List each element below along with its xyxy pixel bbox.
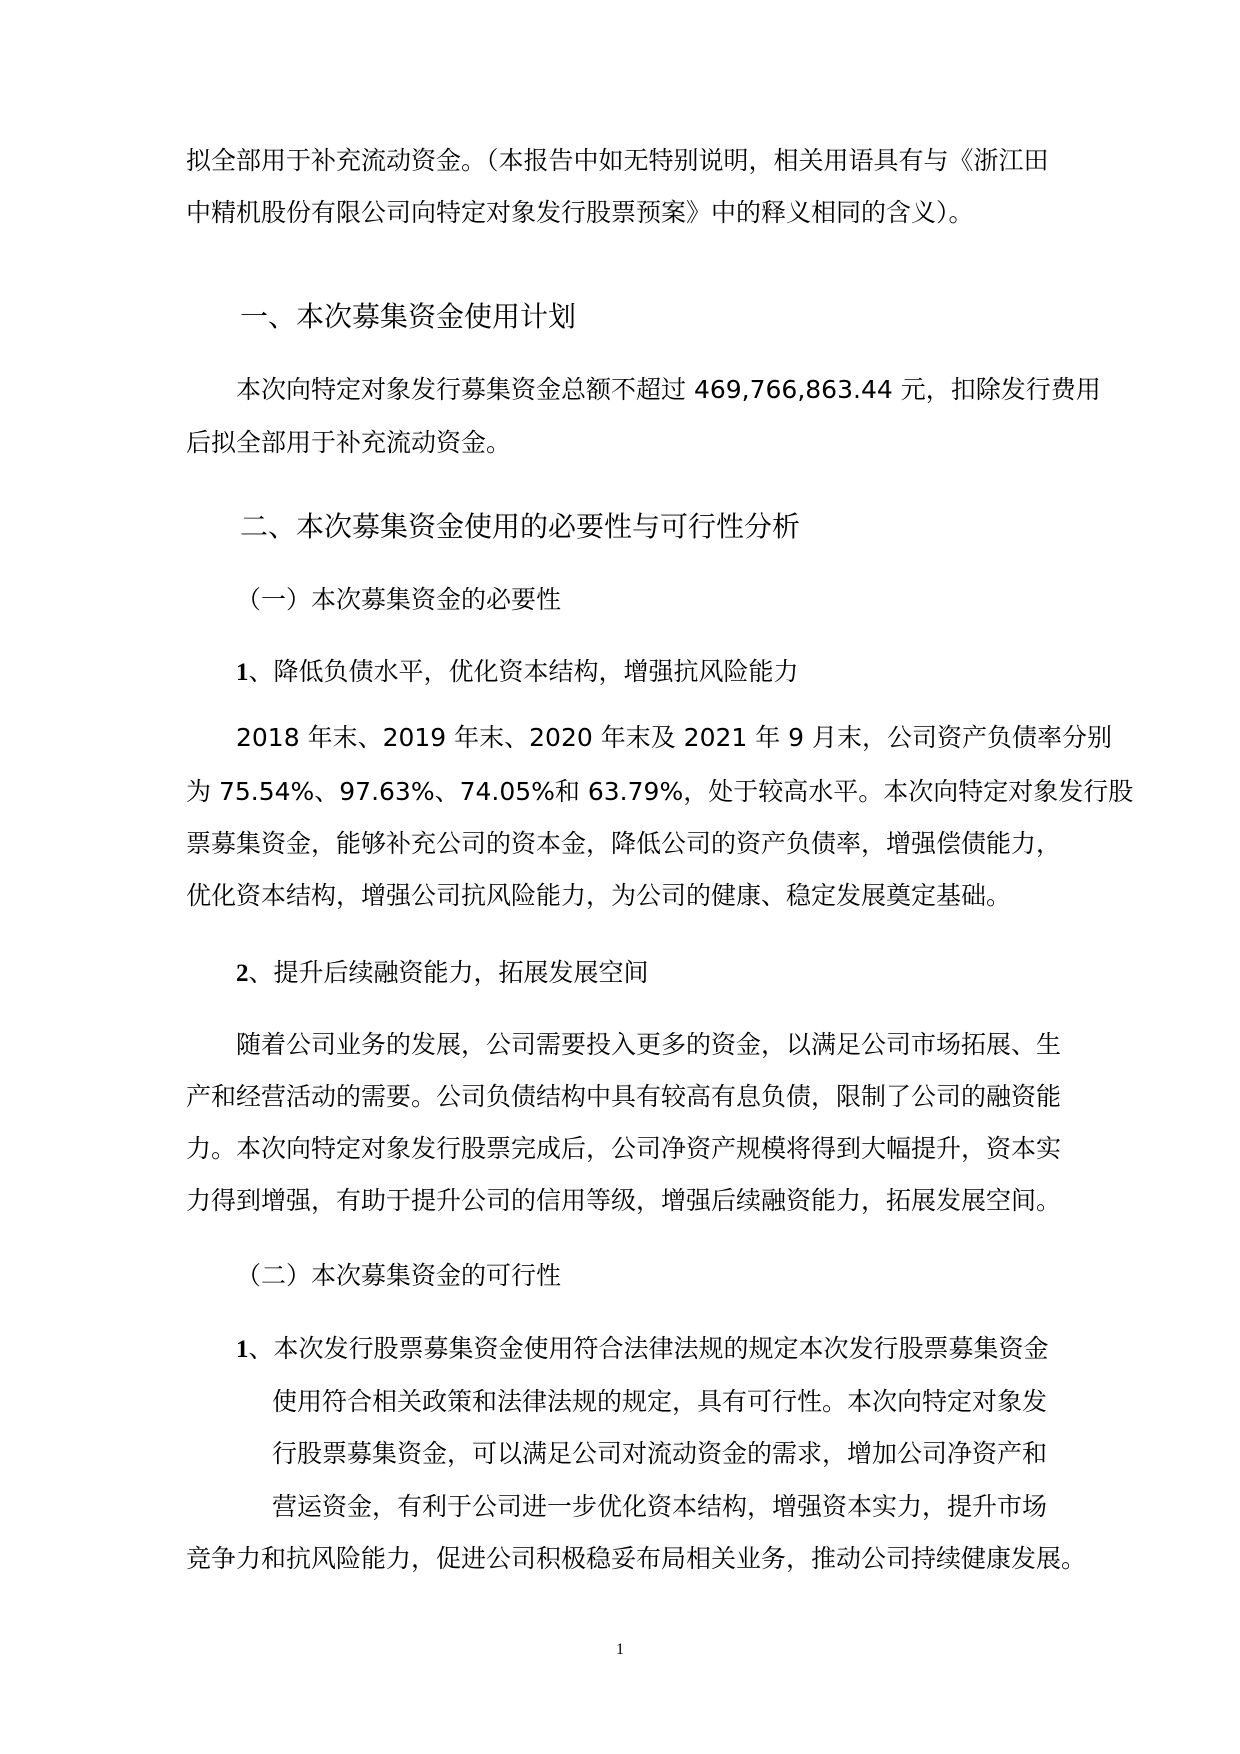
sub2-item1-line-2: 使用符合相关政策和法律法规的规定，具有可行性。本次向特定对象发: [272, 1387, 1048, 1416]
section1-paragraph-line-1: 本次向特定对象发行募集资金总额不超过 469,766,863.44 元，扣除发行费用: [236, 375, 1101, 404]
sub2-item1-line-1: [236, 1323, 1049, 1376]
intro-line-2: 中精机股份有限公司向特定对象发行股票预案》中的释义相同的含义）。: [186, 198, 974, 227]
sub1-item2-number: 2: [236, 960, 249, 987]
sub2-item1-number: 1: [236, 1336, 249, 1363]
sub2-item1-line-3: 行股票募集资金，可以满足公司对流动资金的需求，增加公司净资产和: [272, 1439, 1048, 1468]
sub2-item1-line-1-text: 、本次发行股票募集资金使用符合法律法规的规定本次发行股票募集资金: [248, 1334, 1049, 1363]
sub1-item2-title: 、提升后续融资能力，拓展发展空间: [248, 958, 649, 987]
sub2-item1-line-4: 营运资金，有利于公司进一步优化资本结构，增强资本实力，提升市场: [272, 1492, 1048, 1521]
sub2-item1-line-5: 竞争力和抗风险能力，促进公司积极稳妥布局相关业务，推动公司持续健康发展。: [186, 1544, 1087, 1573]
section1-heading: 一、本次募集资金使用计划: [240, 300, 577, 333]
sub1-item1-line-1: 2018 年末、2019 年末、2020 年末及 2021 年 9 月末，公司资产负债率分别: [236, 723, 1113, 752]
section2-heading: 二、本次募集资金使用的必要性与可行性分析: [240, 510, 801, 543]
sub1-item2-heading: [236, 947, 649, 1000]
sub1-item2-line-1: 随着公司业务的发展，公司需要投入更多的资金，以满足公司市场拓展、生: [236, 1030, 1062, 1059]
sub1-item1-line-2: 为 75.54%、97.63%、74.05%和 63.79%，处于较高水平。本次向特定对象发行股: [186, 777, 1134, 806]
sub1-item1-line-4: 优化资本结构，增强公司抗风险能力，为公司的健康、稳定发展奠定基础。: [186, 881, 1012, 910]
sub1-item2-line-4: 力得到增强，有助于提升公司的信用等级，增强后续融资能力，拓展发展空间。: [186, 1186, 1062, 1215]
sub2-heading: （二）本次募集资金的可行性: [236, 1261, 562, 1290]
sub1-item1-line-3: 票募集资金，能够补充公司的资本金，降低公司的资产负债率，增强偿债能力，: [186, 829, 1062, 858]
sub1-item1-heading: [236, 646, 799, 699]
sub1-item1-title: 、降低负债水平，优化资本结构，增强抗风险能力: [248, 657, 799, 686]
sub1-heading: （一）本次募集资金的必要性: [236, 585, 562, 614]
page-number: 1: [616, 1641, 624, 1658]
sub1-item2-line-3: 力。本次向特定对象发行股票完成后，公司净资产规模将得到大幅提升，资本实: [186, 1134, 1062, 1163]
section1-paragraph-line-2: 后拟全部用于补充流动资金。: [186, 428, 512, 457]
sub1-item2-line-2: 产和经营活动的需要。公司负债结构中具有较高有息负债，限制了公司的融资能: [186, 1082, 1062, 1111]
sub1-item1-number: 1: [236, 659, 249, 686]
intro-line-1: 拟全部用于补充流动资金。（本报告中如无特别说明，相关用语具有与《浙江田: [186, 146, 1049, 175]
